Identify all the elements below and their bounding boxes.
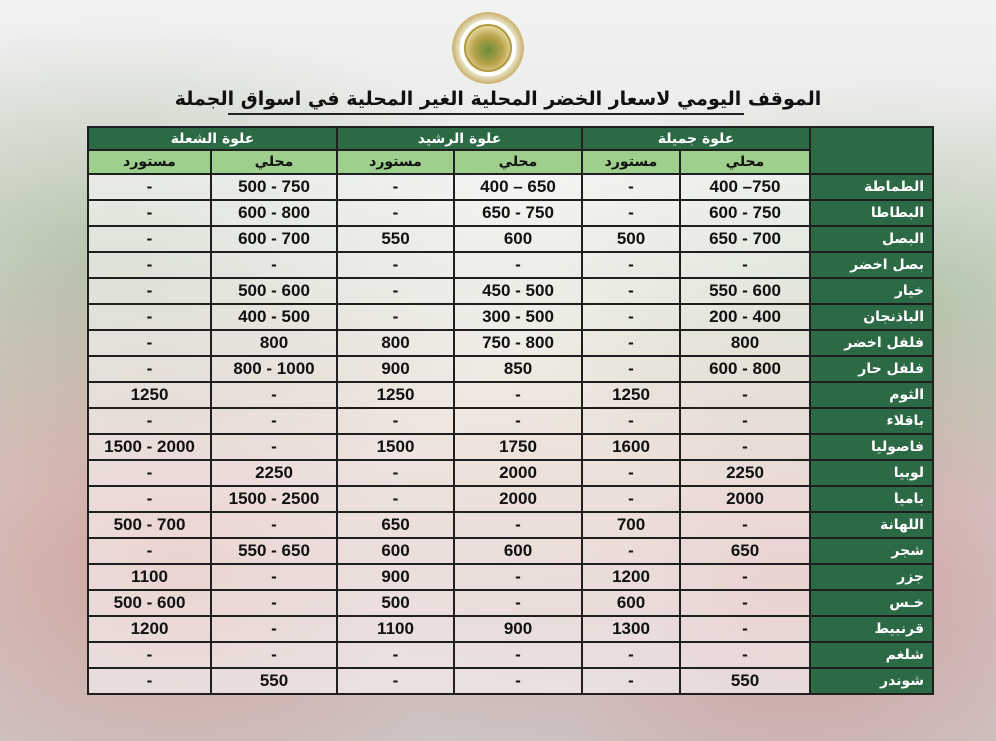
price-cell: - (211, 512, 337, 538)
price-cell: - (88, 408, 211, 434)
price-cell: - (211, 642, 337, 668)
price-cell: 900 (337, 564, 454, 590)
vegetable-name: خيار (810, 278, 933, 304)
table-row (88, 200, 933, 226)
price-cell: 500 - 750 (211, 174, 337, 200)
table-row (88, 252, 933, 278)
price-cell: - (211, 434, 337, 460)
price-cell: - (88, 252, 211, 278)
market-header: علوة الرشيد (337, 127, 582, 150)
vegetable-name: الطماطة (810, 174, 933, 200)
table-row (88, 278, 933, 304)
vegetable-name: باميا (810, 486, 933, 512)
price-cell: 800 - 1000 (211, 356, 337, 382)
price-cell: 600 - 750 (680, 200, 810, 226)
price-cell: 1250 (88, 382, 211, 408)
table-row (88, 512, 933, 538)
price-cell: 1200 (582, 564, 680, 590)
table-row (88, 486, 933, 512)
price-cell: - (88, 304, 211, 330)
price-cell: 600 - 700 (211, 226, 337, 252)
vegetable-name: الثوم (810, 382, 933, 408)
emblem-icon (464, 24, 512, 72)
price-cell: - (680, 564, 810, 590)
vegetable-name: فلفل اخضر (810, 330, 933, 356)
table-row (88, 356, 933, 382)
price-cell: - (337, 252, 454, 278)
price-cell: 850 (454, 356, 582, 382)
price-cell: 700 (582, 512, 680, 538)
price-cell: - (211, 616, 337, 642)
price-cell: - (582, 460, 680, 486)
price-cell: - (454, 564, 582, 590)
price-cell: - (680, 408, 810, 434)
price-cell: - (454, 408, 582, 434)
vegetable-name: فاصوليا (810, 434, 933, 460)
table-row (88, 330, 933, 356)
price-cell: 1100 (88, 564, 211, 590)
price-cell: 800 (680, 330, 810, 356)
price-cell: - (211, 252, 337, 278)
price-cell: - (680, 590, 810, 616)
price-cell: - (88, 642, 211, 668)
price-cell: 750 - 800 (454, 330, 582, 356)
price-cell: 550 (211, 668, 337, 694)
table-row (88, 538, 933, 564)
price-cell: - (582, 174, 680, 200)
price-cell: - (582, 668, 680, 694)
vegetable-name: البطاطا (810, 200, 933, 226)
local-header: محلي (680, 150, 810, 174)
price-cell: - (88, 174, 211, 200)
vegetable-name: شلغم (810, 642, 933, 668)
price-cell: 1100 (337, 616, 454, 642)
price-cell: - (680, 434, 810, 460)
vegetable-name: جزر (810, 564, 933, 590)
price-cell: 2000 (454, 460, 582, 486)
price-cell: - (582, 408, 680, 434)
market-header-row (88, 127, 933, 150)
vegetable-name: فلفل حار (810, 356, 933, 382)
imported-header: مستورد (88, 150, 211, 174)
price-cell: 600 (454, 538, 582, 564)
price-cell: - (582, 486, 680, 512)
price-cell: 500 (337, 590, 454, 616)
item-header-cell (810, 127, 933, 174)
price-cell: - (211, 382, 337, 408)
price-cell: 2000 (454, 486, 582, 512)
price-cell: 1200 (88, 616, 211, 642)
vegetable-name: شوندر (810, 668, 933, 694)
price-cell: 650 (337, 512, 454, 538)
price-cell: 400 – 650 (454, 174, 582, 200)
page-title: الموقف اليومي لاسعار الخضر المحلية الغير المحلية في اسواق الجملة (174, 88, 822, 110)
price-cell: - (88, 460, 211, 486)
price-cell: - (88, 226, 211, 252)
price-cell: - (582, 252, 680, 278)
price-cell: - (337, 200, 454, 226)
price-cell: - (454, 252, 582, 278)
price-cell: - (337, 408, 454, 434)
market-header: علوة الشعلة (88, 127, 337, 150)
price-cell: - (337, 642, 454, 668)
price-cell: 400 –750 (680, 174, 810, 200)
table-row (88, 590, 933, 616)
price-cell: - (454, 512, 582, 538)
vegetable-name: البصل (810, 226, 933, 252)
price-cell: - (88, 486, 211, 512)
ministry-logo (452, 12, 524, 84)
price-cell: 800 (337, 330, 454, 356)
price-cell: - (454, 642, 582, 668)
price-cell: - (211, 564, 337, 590)
table-row (88, 616, 933, 642)
vegetable-name: باقلاء (810, 408, 933, 434)
price-cell: 2250 (211, 460, 337, 486)
price-table (87, 126, 934, 695)
table-row (88, 408, 933, 434)
price-cell: 650 - 750 (454, 200, 582, 226)
local-header: محلي (454, 150, 582, 174)
market-header: علوة جميلة (582, 127, 810, 150)
price-cell: 900 (454, 616, 582, 642)
price-cell: 1250 (582, 382, 680, 408)
price-cell: 550 (337, 226, 454, 252)
price-cell: 1300 (582, 616, 680, 642)
price-table-body (88, 174, 933, 694)
imported-header: مستورد (337, 150, 454, 174)
table-row (88, 226, 933, 252)
table-row (88, 434, 933, 460)
price-cell: 1500 - 2000 (88, 434, 211, 460)
price-cell: - (88, 538, 211, 564)
title-underline (228, 113, 744, 115)
vegetable-name: خـس (810, 590, 933, 616)
price-cell: - (680, 512, 810, 538)
table-row (88, 564, 933, 590)
price-cell: 2250 (680, 460, 810, 486)
price-cell: 500 - 600 (88, 590, 211, 616)
vegetable-name: اللهانة (810, 512, 933, 538)
price-cell: 600 (337, 538, 454, 564)
price-cell: - (337, 174, 454, 200)
price-cell: - (582, 330, 680, 356)
price-cell: - (582, 200, 680, 226)
price-cell: 1750 (454, 434, 582, 460)
price-cell: - (88, 356, 211, 382)
price-cell: - (582, 538, 680, 564)
price-cell: 450 - 500 (454, 278, 582, 304)
price-cell: - (337, 668, 454, 694)
price-cell: - (680, 382, 810, 408)
price-cell: - (582, 642, 680, 668)
table-row (88, 174, 933, 200)
price-cell: - (454, 590, 582, 616)
price-cell: 1500 (337, 434, 454, 460)
price-cell: - (88, 330, 211, 356)
vegetable-name: الباذنجان (810, 304, 933, 330)
price-cell: - (680, 252, 810, 278)
price-cell: - (88, 200, 211, 226)
table-row (88, 642, 933, 668)
table-row (88, 668, 933, 694)
price-cell: 550 (680, 668, 810, 694)
vegetable-name: قرنبيط (810, 616, 933, 642)
price-cell: - (337, 304, 454, 330)
price-cell: 1250 (337, 382, 454, 408)
price-cell: - (211, 408, 337, 434)
price-cell: 600 (582, 590, 680, 616)
price-cell: - (454, 668, 582, 694)
subheader-row (88, 150, 933, 174)
price-cell: - (582, 278, 680, 304)
price-cell: 2000 (680, 486, 810, 512)
vegetable-name: شجر (810, 538, 933, 564)
price-cell: 1500 - 2500 (211, 486, 337, 512)
price-cell: 1600 (582, 434, 680, 460)
price-cell: - (88, 278, 211, 304)
price-cell: - (680, 616, 810, 642)
imported-header: مستورد (582, 150, 680, 174)
price-cell: 500 - 700 (88, 512, 211, 538)
price-cell: 400 - 500 (211, 304, 337, 330)
price-cell: - (211, 590, 337, 616)
price-cell: 650 - 700 (680, 226, 810, 252)
table-row (88, 304, 933, 330)
price-cell: 200 - 400 (680, 304, 810, 330)
price-cell: - (454, 382, 582, 408)
price-cell: - (88, 668, 211, 694)
price-cell: - (337, 278, 454, 304)
price-cell: 900 (337, 356, 454, 382)
table-row (88, 460, 933, 486)
price-cell: - (680, 642, 810, 668)
price-cell: 650 (680, 538, 810, 564)
price-cell: 600 - 800 (680, 356, 810, 382)
price-cell: - (582, 356, 680, 382)
table-row (88, 382, 933, 408)
price-cell: - (337, 460, 454, 486)
price-cell: 550 - 650 (211, 538, 337, 564)
price-cell: 300 - 500 (454, 304, 582, 330)
price-cell: - (337, 486, 454, 512)
vegetable-name: لوبيا (810, 460, 933, 486)
price-cell: 600 - 800 (211, 200, 337, 226)
price-cell: 800 (211, 330, 337, 356)
price-cell: 550 - 600 (680, 278, 810, 304)
vegetable-name: بصل اخضر (810, 252, 933, 278)
price-cell: 500 - 600 (211, 278, 337, 304)
price-cell: 500 (582, 226, 680, 252)
price-cell: 600 (454, 226, 582, 252)
local-header: محلي (211, 150, 337, 174)
price-cell: - (582, 304, 680, 330)
